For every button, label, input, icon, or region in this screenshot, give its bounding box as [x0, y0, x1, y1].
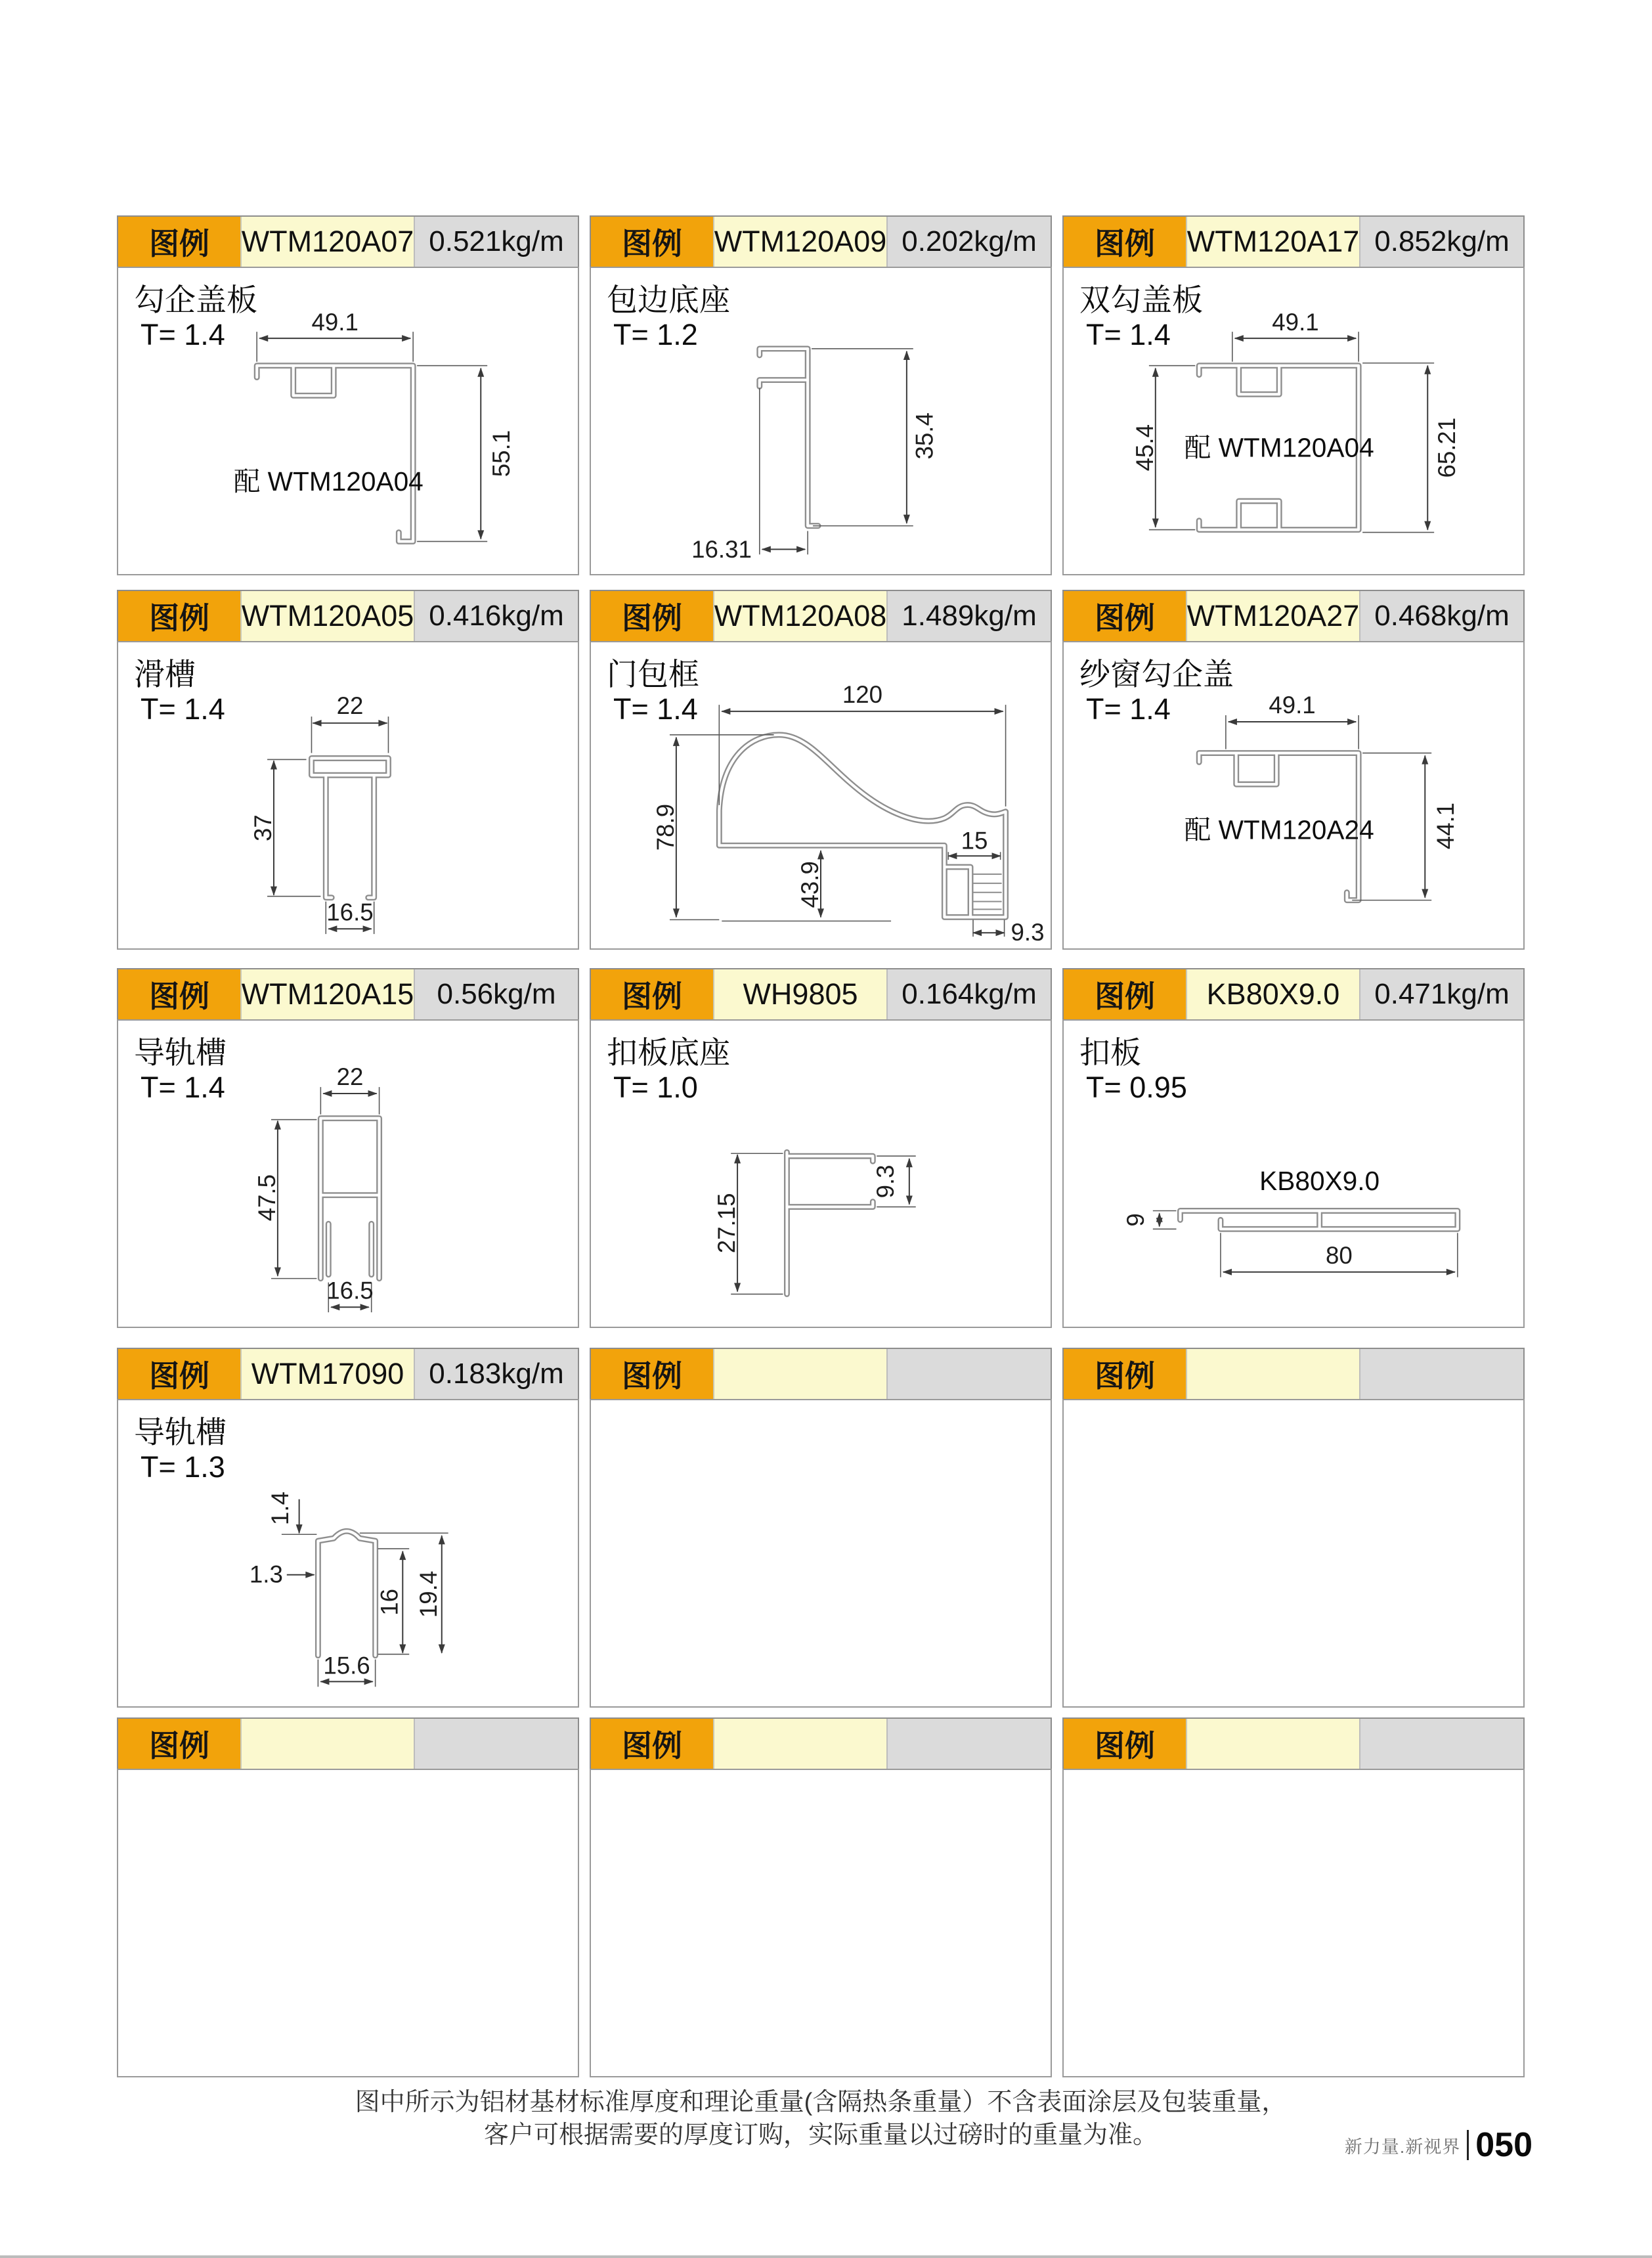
card-header [1062, 968, 1525, 1019]
profile-weight [886, 1719, 1051, 1769]
card-header [590, 1348, 1052, 1399]
profile-card [590, 215, 1052, 575]
profile-name: 滑槽 [134, 657, 196, 692]
profile-code: WTM120A09 [713, 217, 886, 267]
dimension-label: 44.1 [1431, 802, 1459, 850]
profile-cross-section-drawing [591, 268, 1051, 574]
profile-code: KB80X9.0 [1186, 969, 1359, 1019]
profile-weight: 0.852kg/m [1359, 217, 1523, 267]
dimension-label: 80 [1326, 1241, 1353, 1269]
mating-profile-label: 配 WTM120A04 [233, 466, 424, 497]
dimension-label: 35.4 [911, 412, 938, 460]
card-header [117, 968, 579, 1019]
dimension-label: 65.21 [1433, 417, 1460, 478]
profile-drawing-area [1062, 1019, 1525, 1328]
profile-cross-section-drawing [1064, 268, 1523, 574]
profile-weight [886, 1349, 1051, 1399]
legend-badge: 图例 [591, 1719, 713, 1769]
wall-thickness: T= 1.4 [1086, 318, 1171, 351]
profile-weight: 0.416kg/m [414, 591, 578, 641]
dimension-label: 27.15 [713, 1193, 741, 1254]
profile-drawing-area [1062, 641, 1525, 950]
profile-code: WTM120A07 [240, 217, 414, 267]
profile-drawing-area [590, 1399, 1052, 1708]
legend-badge: 图例 [118, 1719, 240, 1769]
card-header [590, 215, 1052, 267]
dimension-label: 43.9 [796, 861, 824, 908]
dimension-label: 9.3 [872, 1164, 900, 1199]
profile-code [1186, 1349, 1359, 1399]
wall-thickness: T= 1.3 [141, 1450, 225, 1484]
dimension-label: 16.5 [326, 1277, 374, 1304]
profile-card [117, 968, 579, 1328]
dimension-label: 120 [842, 681, 883, 709]
card-header [590, 590, 1052, 641]
wall-thickness: T= 1.4 [141, 318, 225, 351]
profile-drawing-area [590, 267, 1052, 575]
profile-weight: 0.471kg/m [1359, 969, 1523, 1019]
legend-badge: 图例 [1064, 1349, 1186, 1399]
profile-card-empty [1062, 1717, 1525, 2077]
profile-code: WTM120A17 [1186, 217, 1359, 267]
legend-badge: 图例 [1064, 591, 1186, 641]
card-header [1062, 590, 1525, 641]
card-header [1062, 1717, 1525, 1769]
legend-badge: 图例 [118, 1349, 240, 1399]
profile-cross-section-drawing [118, 268, 578, 574]
footer-note-line1: 图中所示为铝材基材标准厚度和理论重量(含隔热条重量）不含表面涂层及包装重量， [355, 2089, 1287, 2116]
brand-tagline: 新力量.新视界 [1344, 2136, 1461, 2157]
profile-drawing-area [1062, 1769, 1525, 2077]
profile-drawing-area [117, 267, 579, 575]
profile-card [117, 215, 579, 575]
dimension-label: 9.3 [1011, 919, 1045, 946]
profile-cross-section-drawing [591, 642, 1051, 948]
wall-thickness: T= 0.95 [1086, 1071, 1187, 1104]
legend-badge: 图例 [591, 591, 713, 641]
profile-card [590, 968, 1052, 1328]
profile-card [1062, 968, 1525, 1328]
card-header [590, 1717, 1052, 1769]
card-header [1062, 215, 1525, 267]
dimension-label: 37 [250, 814, 277, 841]
profile-card-empty [1062, 1348, 1525, 1708]
profile-weight: 0.164kg/m [886, 969, 1051, 1019]
profile-name: 勾企盖板 [134, 282, 257, 317]
legend-badge: 图例 [591, 969, 713, 1019]
footer-note-line2: 客户可根据需要的厚度订购，实际重量以过磅时的重量为准。 [483, 2121, 1158, 2149]
profile-cross-section-drawing [118, 1021, 578, 1327]
profile-card-empty [590, 1717, 1052, 2077]
profile-weight: 0.56kg/m [414, 969, 578, 1019]
profile-card-empty [590, 1348, 1052, 1708]
page-footer [117, 2125, 1532, 2165]
profile-name: 纱窗勾企盖 [1079, 657, 1234, 692]
wall-thickness: T= 1.4 [141, 692, 225, 726]
dimension-label: 47.5 [253, 1174, 280, 1222]
dimension-label: 15.6 [323, 1652, 370, 1679]
profile-weight: 0.202kg/m [886, 217, 1051, 267]
dimension-label: 15 [961, 827, 988, 854]
dimension-label: 1.4 [266, 1492, 293, 1526]
dimension-label: 22 [336, 692, 364, 720]
card-header [117, 590, 579, 641]
legend-badge: 图例 [1064, 217, 1186, 267]
profile-card [1062, 590, 1525, 950]
dimension-label: 49.1 [1272, 309, 1319, 336]
dimension-label: 16.5 [326, 898, 374, 926]
profile-name: 扣板 [1079, 1035, 1141, 1070]
profile-name: 包边底座 [607, 282, 730, 317]
profile-code [713, 1349, 886, 1399]
profile-drawing-area [590, 1019, 1052, 1328]
dimension-label: 45.4 [1131, 424, 1158, 472]
wall-thickness: T= 1.2 [613, 318, 698, 351]
wall-thickness: T= 1.4 [613, 692, 698, 726]
profile-drawing-area [117, 1019, 579, 1328]
profile-card-empty [117, 1717, 579, 2077]
page-bottom-edge [0, 2255, 1652, 2258]
profile-weight [1359, 1719, 1523, 1769]
dimension-label: 78.9 [651, 803, 679, 851]
profile-code [1186, 1719, 1359, 1769]
wall-thickness: T= 1.0 [613, 1071, 698, 1104]
profile-weight: 0.468kg/m [1359, 591, 1523, 641]
profile-drawing-area [590, 641, 1052, 950]
legend-badge: 图例 [591, 217, 713, 267]
profile-weight: 1.489kg/m [886, 591, 1051, 641]
profile-weight: 0.183kg/m [414, 1349, 578, 1399]
wall-thickness: T= 1.4 [141, 1071, 225, 1104]
profile-weight [1359, 1349, 1523, 1399]
card-header [117, 1348, 579, 1399]
profile-cross-section-drawing [118, 642, 578, 948]
mating-profile-label: 配 WTM120A04 [1184, 432, 1374, 463]
profile-drawing-area [590, 1769, 1052, 2077]
profile-name: 扣板底座 [607, 1035, 730, 1070]
dimension-label: 9 [1121, 1213, 1149, 1227]
profile-weight: 0.521kg/m [414, 217, 578, 267]
legend-badge: 图例 [1064, 969, 1186, 1019]
profile-name: 双勾盖板 [1079, 282, 1203, 317]
profile-card [1062, 215, 1525, 575]
profile-drawing-area [117, 1399, 579, 1708]
dimension-label: 16.31 [691, 536, 752, 564]
profile-weight [414, 1719, 578, 1769]
profile-code [240, 1719, 414, 1769]
legend-badge: 图例 [118, 217, 240, 267]
profile-name: 导轨槽 [134, 1415, 227, 1450]
page-number: 050 [1475, 2126, 1532, 2164]
wall-thickness: T= 1.4 [1086, 692, 1171, 726]
profile-drawing-area [1062, 1399, 1525, 1708]
profile-code: WTM120A05 [240, 591, 414, 641]
dimension-label: 1.3 [249, 1561, 283, 1588]
legend-badge: 图例 [118, 591, 240, 641]
profile-code: WTM120A27 [1186, 591, 1359, 641]
legend-badge: 图例 [591, 1349, 713, 1399]
profile-name: 门包框 [607, 657, 699, 692]
profile-card [590, 590, 1052, 950]
mating-profile-label: 配 WTM120A24 [1184, 814, 1374, 845]
profile-drawing-area [117, 1769, 579, 2077]
legend-badge: 图例 [1064, 1719, 1186, 1769]
profile-cross-section-drawing [118, 1400, 578, 1706]
card-header [117, 1717, 579, 1769]
profile-code [713, 1719, 886, 1769]
profile-name: 导轨槽 [134, 1035, 227, 1070]
card-header [1062, 1348, 1525, 1399]
card-header [590, 968, 1052, 1019]
dimension-label: 19.4 [414, 1570, 442, 1618]
legend-badge: 图例 [118, 969, 240, 1019]
profile-card [117, 1348, 579, 1708]
dimension-label: 22 [336, 1063, 364, 1091]
dimension-label: 49.1 [311, 309, 359, 336]
profile-drawing-area [1062, 267, 1525, 575]
profile-drawing-area [117, 641, 579, 950]
dimension-label: 49.1 [1269, 692, 1316, 719]
profile-code: WH9805 [713, 969, 886, 1019]
profile-cross-section-drawing [1064, 1021, 1523, 1327]
profile-code: WTM120A08 [713, 591, 886, 641]
profile-cross-section-drawing [1064, 642, 1523, 948]
card-header [117, 215, 579, 267]
profile-cross-section-drawing [591, 1021, 1051, 1327]
dimension-label: 16 [376, 1588, 403, 1616]
dimension-label: 55.1 [487, 430, 515, 477]
drawing-label: KB80X9.0 [1259, 1165, 1380, 1196]
profile-code: WTM17090 [240, 1349, 414, 1399]
footer-divider [1467, 2130, 1469, 2160]
profile-code: WTM120A15 [240, 969, 414, 1019]
profile-card [117, 590, 579, 950]
